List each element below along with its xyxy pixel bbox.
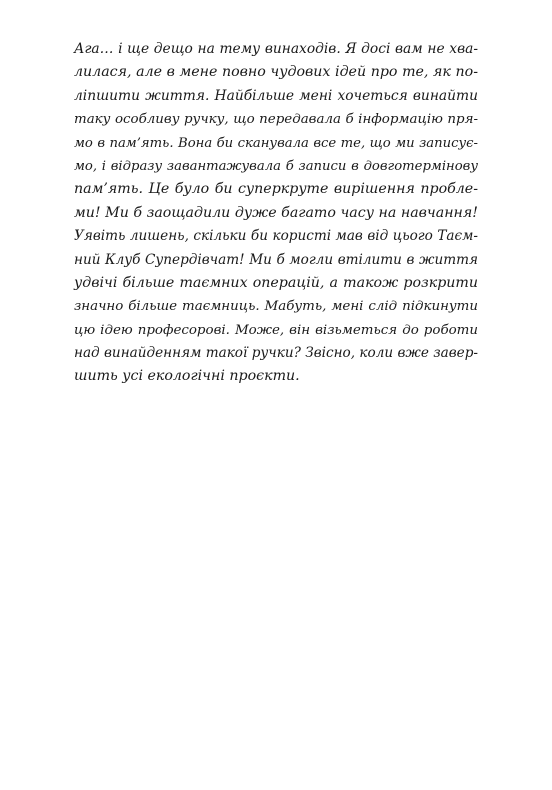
- text-line: ліпшити життя. Найбільше мені хочеться винайти: [74, 87, 478, 104]
- text-line: ний Клуб Супердівчат! Ми б могли втілити в життя: [74, 251, 478, 268]
- text-line: над винайденням такої ручки? Звісно, коли вже завер-: [74, 345, 478, 362]
- text-line: таку особливу ручку, що передавала б інформацію пря-: [74, 112, 478, 128]
- text-line: мо в пам’ять. Вона би сканувала все те, що ми записує-: [74, 135, 478, 151]
- body-paragraph: [74, 38, 478, 389]
- text-line: Ага… і ще дещо на тему винаходів. Я досі вам не хва-: [74, 41, 478, 57]
- text-line: мо, і відразу завантажувала б записи в довготермінову: [74, 158, 478, 174]
- text-line: шить усі екологічні проєкти.: [74, 368, 300, 385]
- text-line: удвічі більше таємних операцій, а також розкрити: [74, 274, 478, 291]
- text-line: ми! Ми б заощадили дуже багато часу на навчання!: [74, 204, 478, 221]
- text-line: цю ідею професорові. Може, він візьметься до роботи: [74, 322, 478, 338]
- text-line: Уявіть лишень, скільки би користі мав від цього Таєм-: [74, 228, 478, 245]
- text-line: пам’ять. Це було би суперкруте вирішення пробле-: [74, 181, 478, 198]
- text-line: лилася, але в мене повно чудових ідей про те, як по-: [74, 64, 478, 81]
- text-line: значно більше таємниць. Мабуть, мені слід підкинути: [74, 299, 478, 315]
